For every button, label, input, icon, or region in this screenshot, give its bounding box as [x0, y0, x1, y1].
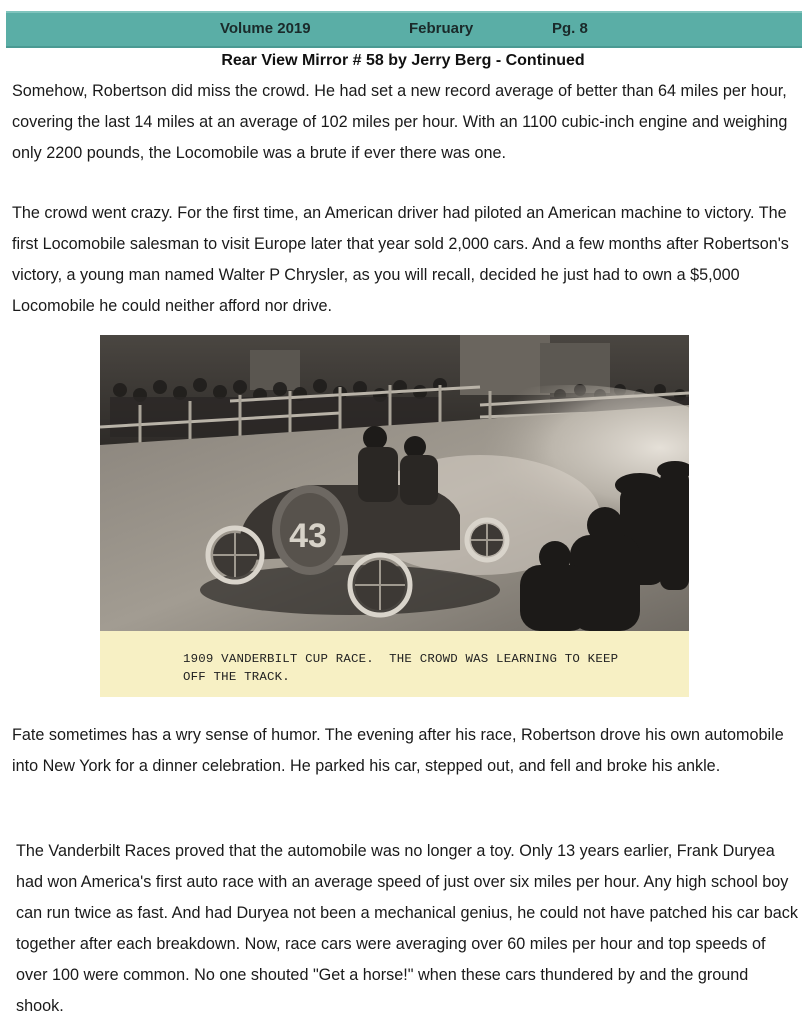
car-number: 43: [289, 517, 327, 555]
race-photo-illustration: [100, 335, 689, 631]
paragraph-4: The Vanderbilt Races proved that the automobile was no longer a toy. Only 13 years earlier, Frank Duryea had won America's first auto race with an average speed of just over six miles per hour. Any high school boy can run twice as fast. And had Duryea not been a mechanical genius, he could not have patched his car back together after each breakdown. Now, race cars were averaging over 60 miles per hour and top speeds of over 100 were common. No one shouted "Get a horse!" when these cars thundered by and the ground shook.: [16, 842, 798, 1015]
photo-figure: [100, 335, 689, 697]
paragraph-2: The crowd went crazy. For the first time, an American driver had piloted an American machine to victory. The first Locomobile salesman to visit Europe later that year sold 2,000 cars. And a few months after Robertson's victory, a young man named Walter P Chrysler, as you will recall, decided he just had to own a $5,000 Locomobile he could neither afford nor drive.: [12, 204, 789, 315]
paragraph-3: Fate sometimes has a wry sense of humor. The evening after his race, Robertson drove his own automobile into New York for a dinner celebration. He parked his car, stepped out, and fell and broke his ankle.: [12, 726, 784, 775]
article-title: Rear View Mirror # 58 by Jerry Berg - Continued: [221, 52, 585, 69]
month-label: February: [409, 20, 474, 37]
volume-label: Volume 2019: [220, 20, 311, 37]
photo-caption: 1909 VANDERBILT CUP RACE. THE CROWD WAS LEARNING TO KEEP OFF THE TRACK.: [183, 652, 619, 684]
paragraph-1: Somehow, Robertson did miss the crowd. He had set a new record average of better than 64 miles per hour, covering the last 14 miles at an average of 102 miles per hour. With an 1100 cubic-inch engine and weighing only 2200 pounds, the Locomobile was a brute if ever there was one.: [12, 82, 788, 162]
page-number: Pg. 8: [552, 20, 588, 37]
header-band: [6, 11, 802, 48]
race-photo: [100, 335, 689, 631]
